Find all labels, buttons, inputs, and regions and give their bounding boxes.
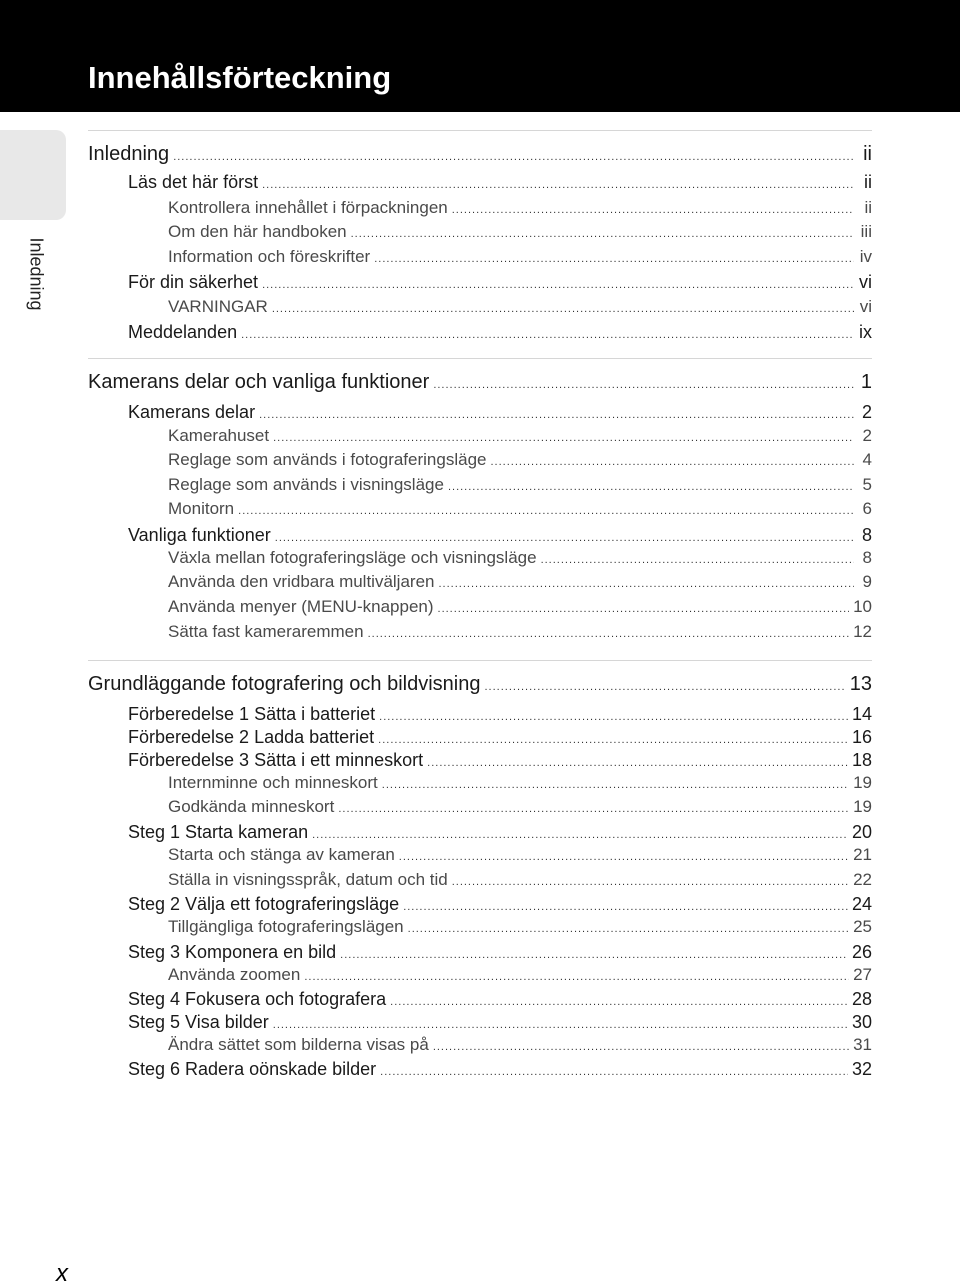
dot-leader [408,917,849,941]
toc-entry-page: 9 [862,572,872,591]
toc-entry-label: Starta och stänga av kameran [168,845,395,864]
toc-entry-label: Grundläggande fotografering och bildvisning [88,673,481,695]
dot-leader [541,548,854,572]
toc-entry-page: 20 [851,822,872,842]
dot-leader [433,1035,849,1059]
toc-entry-page: 14 [851,704,872,724]
toc-entry-label: Reglage som används i fotograferingsläge [168,450,487,469]
toc-entry-label: Kontrollera innehållet i förpackningen [168,198,448,217]
page-number: x [56,1260,68,1287]
dot-leader [173,145,854,169]
toc-entry-label: Internminne och minneskort [168,773,378,792]
section-divider [88,130,872,131]
toc-entry-page: 2 [861,402,872,422]
section-divider [88,660,872,661]
toc-entry[interactable] [168,570,872,596]
toc-entry-label: Steg 6 Radera oönskade bilder [128,1059,377,1079]
toc-entry-label: Ändra sättet som bilderna visas på [168,1035,429,1054]
toc-entry-label: Växla mellan fotograferingsläge och visningsläge [168,548,537,567]
toc-entry-page: 26 [851,942,872,962]
toc-entry[interactable] [128,1057,872,1084]
toc-entry-page: 4 [862,450,872,469]
toc-entry-label: Om den här handboken [168,222,347,241]
dot-leader [448,475,854,499]
toc-entry-label: Använda menyer (MENU-knappen) [168,597,434,616]
dot-leader [351,222,854,246]
toc-entry-label: Förberedelse 2 Ladda batteriet [128,727,375,747]
toc-entry[interactable] [128,400,872,427]
toc-entry-page: 5 [862,475,872,494]
toc-entry-label: Förberedelse 3 Sätta i ett minneskort [128,750,424,770]
toc-entry-page: iv [859,247,872,266]
dot-leader [399,845,849,869]
toc-entry-label: Använda zoomen [168,965,301,984]
toc-entry[interactable] [168,868,872,894]
toc-entry-label: Vanliga funktioner [128,525,271,545]
toc-entry-label: Kamerans delar [128,402,256,422]
toc-entry-label: Meddelanden [128,322,238,342]
dot-leader [238,499,854,523]
toc-entry-page: 8 [861,525,872,545]
toc-entry-page: 25 [853,917,872,936]
toc-entry-page: 6 [862,499,872,518]
toc-entry-label: Monitorn [168,499,235,518]
toc-entry[interactable] [168,620,872,646]
toc-entry[interactable] [128,170,872,197]
dot-leader [380,1060,848,1084]
toc-entry[interactable] [168,915,872,941]
toc-entry-page: 27 [853,965,872,984]
toc-entry[interactable] [88,370,872,397]
toc-entry[interactable] [168,424,872,450]
dot-leader [452,870,849,894]
toc-entry-label: Sätta fast kameraremmen [168,622,364,641]
toc-entry-page: 2 [862,426,872,445]
dot-leader [374,247,854,271]
toc-entry[interactable] [168,1033,872,1059]
dot-leader [262,273,854,297]
dot-leader [439,572,855,596]
toc-entry[interactable] [168,795,872,821]
toc-entry-label: Kamerans delar och vanliga funktioner [88,371,430,393]
toc-entry-page: 8 [862,548,872,567]
toc-entry[interactable] [168,497,872,523]
toc-entry[interactable] [168,245,872,271]
toc-entry[interactable] [128,320,872,347]
toc-entry-page: 31 [853,1035,872,1054]
toc-entry[interactable] [168,963,872,989]
toc-entry-label: Steg 3 Komponera en bild [128,942,337,962]
dot-leader [273,426,854,450]
dot-leader [262,173,854,197]
toc-entry-page: 30 [851,1012,872,1032]
toc-entry-page: iii [860,222,872,241]
toc-entry-label: Steg 2 Välja ett fotograferingsläge [128,894,400,914]
dot-leader [368,622,850,646]
toc-entry-label: Tillgängliga fotograferingslägen [168,917,404,936]
dot-leader [485,675,846,699]
toc-entry-page: 16 [851,727,872,747]
toc-entry-label: Steg 1 Starta kameran [128,822,309,842]
toc-entry-page: 10 [853,597,872,616]
toc-entry[interactable] [168,473,872,499]
toc-entry-page: 19 [853,773,872,792]
toc-entry-label: Kamerahuset [168,426,270,445]
side-tab-label-text: Inledning [26,237,47,311]
toc-entry-page: 32 [851,1059,872,1079]
toc-entry-label: VARNINGAR [168,297,268,316]
toc-entry-page: 19 [853,797,872,816]
toc-entry-page: 13 [849,673,872,695]
toc-entry-label: Ställa in visningsspråk, datum och tid [168,870,448,889]
toc-entry[interactable] [168,771,872,797]
toc-entry-page: 18 [851,750,872,770]
toc-entry[interactable] [168,546,872,572]
dot-leader [272,297,854,321]
dot-leader [490,450,854,474]
toc-entry-page: 28 [851,989,872,1009]
toc-entry-label: Information och föreskrifter [168,247,371,266]
toc-entry[interactable] [88,672,872,699]
toc-entry-page: vi [859,297,872,316]
toc-entry[interactable] [168,196,872,222]
section-divider [88,358,872,359]
toc-entry-label: Reglage som används i visningsläge [168,475,444,494]
toc-entry-label: Steg 5 Visa bilder [128,1012,269,1032]
page-title: Innehållsförteckning [88,60,392,95]
toc-entry[interactable] [88,142,872,169]
dot-leader [304,965,849,989]
dot-leader [382,773,849,797]
toc-entry-page: ii [864,198,872,217]
toc-entry-label: Läs det här först [128,172,259,192]
toc-entry[interactable] [168,595,872,621]
toc-entry-label: Förberedelse 1 Sätta i batteriet [128,704,376,724]
toc-entry[interactable] [168,295,872,321]
toc-entry[interactable] [168,220,872,246]
dot-leader [241,323,854,347]
toc-entry-page: 22 [853,870,872,889]
toc-entry[interactable] [168,843,872,869]
toc-entry-label: Använda den vridbara multiväljaren [168,572,435,591]
toc-entry[interactable] [128,270,872,297]
toc-entry[interactable] [168,448,872,474]
toc-entry-label: Inledning [88,143,170,165]
toc-entry-page: vi [859,272,872,292]
dot-leader [438,597,850,621]
dot-leader [452,198,854,222]
toc-entry-page: ix [859,322,872,342]
toc-entry-page: 24 [851,894,872,914]
dot-leader [433,373,854,397]
toc-entry-label: Godkända minneskort [168,797,335,816]
toc-entry-page: ii [864,172,872,192]
side-tab [0,130,66,220]
toc-entry-label: Steg 4 Fokusera och fotografera [128,989,387,1009]
toc-entry-page: 21 [853,845,872,864]
toc-entry-page: ii [863,143,872,165]
toc-entry-page: 1 [860,371,872,393]
toc-entry-label: För din säkerhet [128,272,259,292]
header-bar [0,0,960,112]
toc-entry-page: 12 [853,622,872,641]
dot-leader [338,797,849,821]
